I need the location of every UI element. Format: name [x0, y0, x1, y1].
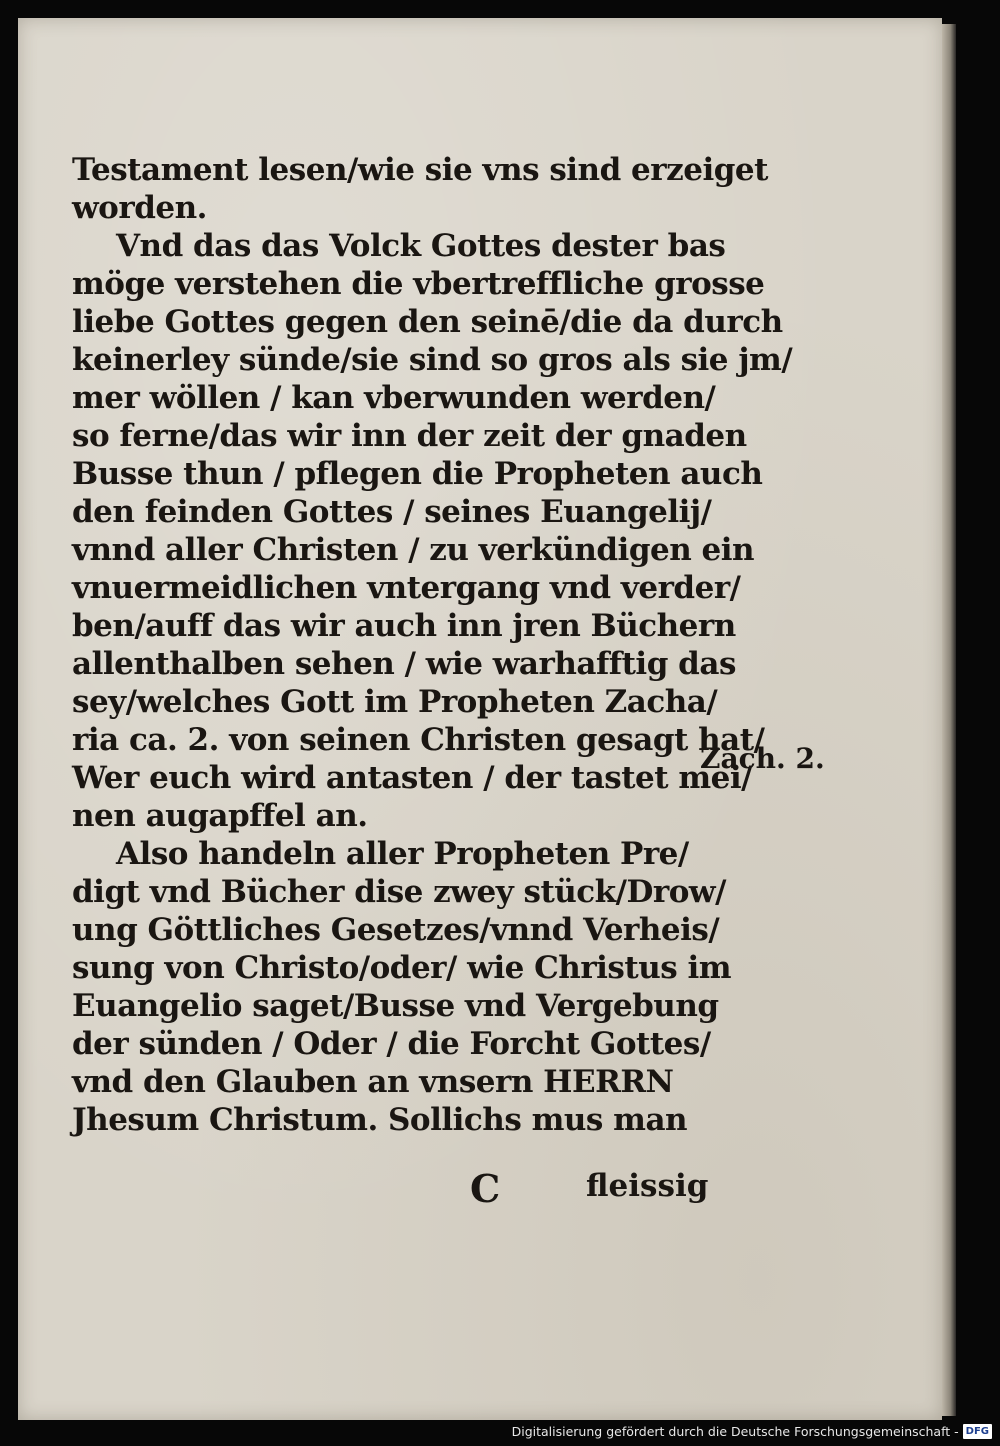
dfg-logo-icon: DFG [963, 1424, 992, 1439]
text-line: Jhesum Christum. Sollichs mus man [72, 1102, 688, 1138]
text-line: sey/welches Gott im Propheten Zacha/ [72, 684, 718, 720]
digitization-footer [512, 1420, 992, 1442]
text-line: sung von Christo/oder/ wie Christus im [72, 950, 732, 986]
text-line: Wer euch wird antasten / der tastet mei/ [72, 760, 752, 796]
text-line: digt vnd Bücher dise zwey stück/Drow/ [72, 874, 726, 910]
text-line: ria ca. 2. von seinen Christen gesagt hat/ [72, 722, 765, 758]
text-line: so ferne/das wir inn der zeit der gnaden [72, 418, 747, 454]
text-line: Also handeln aller Propheten Pre/ [116, 836, 689, 872]
page-edge [942, 24, 956, 1416]
footer-credit: Digitalisierung gefördert durch die Deutsche Forschungsgemeinschaft - [511, 1423, 959, 1439]
text-line: ben/auff das wir auch inn jren Büchern [72, 608, 736, 644]
text-line: Euangelio saget/Busse vnd Vergebung [72, 988, 719, 1024]
text-line: den feinden Gottes / seines Euangelij/ [72, 494, 712, 530]
text-line: Vnd das das Volck Gottes dester bas [116, 228, 726, 264]
text-line: nen augapffel an. [72, 798, 368, 834]
text-line: allenthalben sehen / wie warhafftig das [72, 646, 736, 682]
text-line: Busse thun / pflegen die Propheten auch [72, 456, 763, 492]
text-line: vnuermeidlichen vntergang vnd verder/ [72, 570, 741, 606]
text-line: worden. [72, 190, 207, 226]
text-line: mer wöllen / kan vberwunden werden/ [72, 380, 716, 416]
text-line: keinerley sünde/sie sind so gros als sie jm/ [72, 342, 793, 378]
text-line: der sünden / Oder / die Forcht Gottes/ [72, 1026, 711, 1062]
signature-mark: C [470, 1166, 501, 1211]
text-line: vnd den Glauben an vnsern HERRN [72, 1064, 674, 1100]
marginal-note: Zach. 2. [700, 742, 825, 775]
text-line: möge verstehen die vbertreffliche grosse [72, 266, 765, 302]
text-line: vnnd aller Christen / zu verkündigen ein [72, 532, 755, 568]
catchword: fleissig [586, 1168, 709, 1204]
book-page [18, 18, 942, 1420]
text-line: liebe Gottes gegen den seinē/die da durch [72, 304, 783, 340]
text-line: Testament lesen/wie sie vns sind erzeiget [72, 152, 768, 188]
text-line: ung Göttliches Gesetzes/vnnd Verheis/ [72, 912, 720, 948]
